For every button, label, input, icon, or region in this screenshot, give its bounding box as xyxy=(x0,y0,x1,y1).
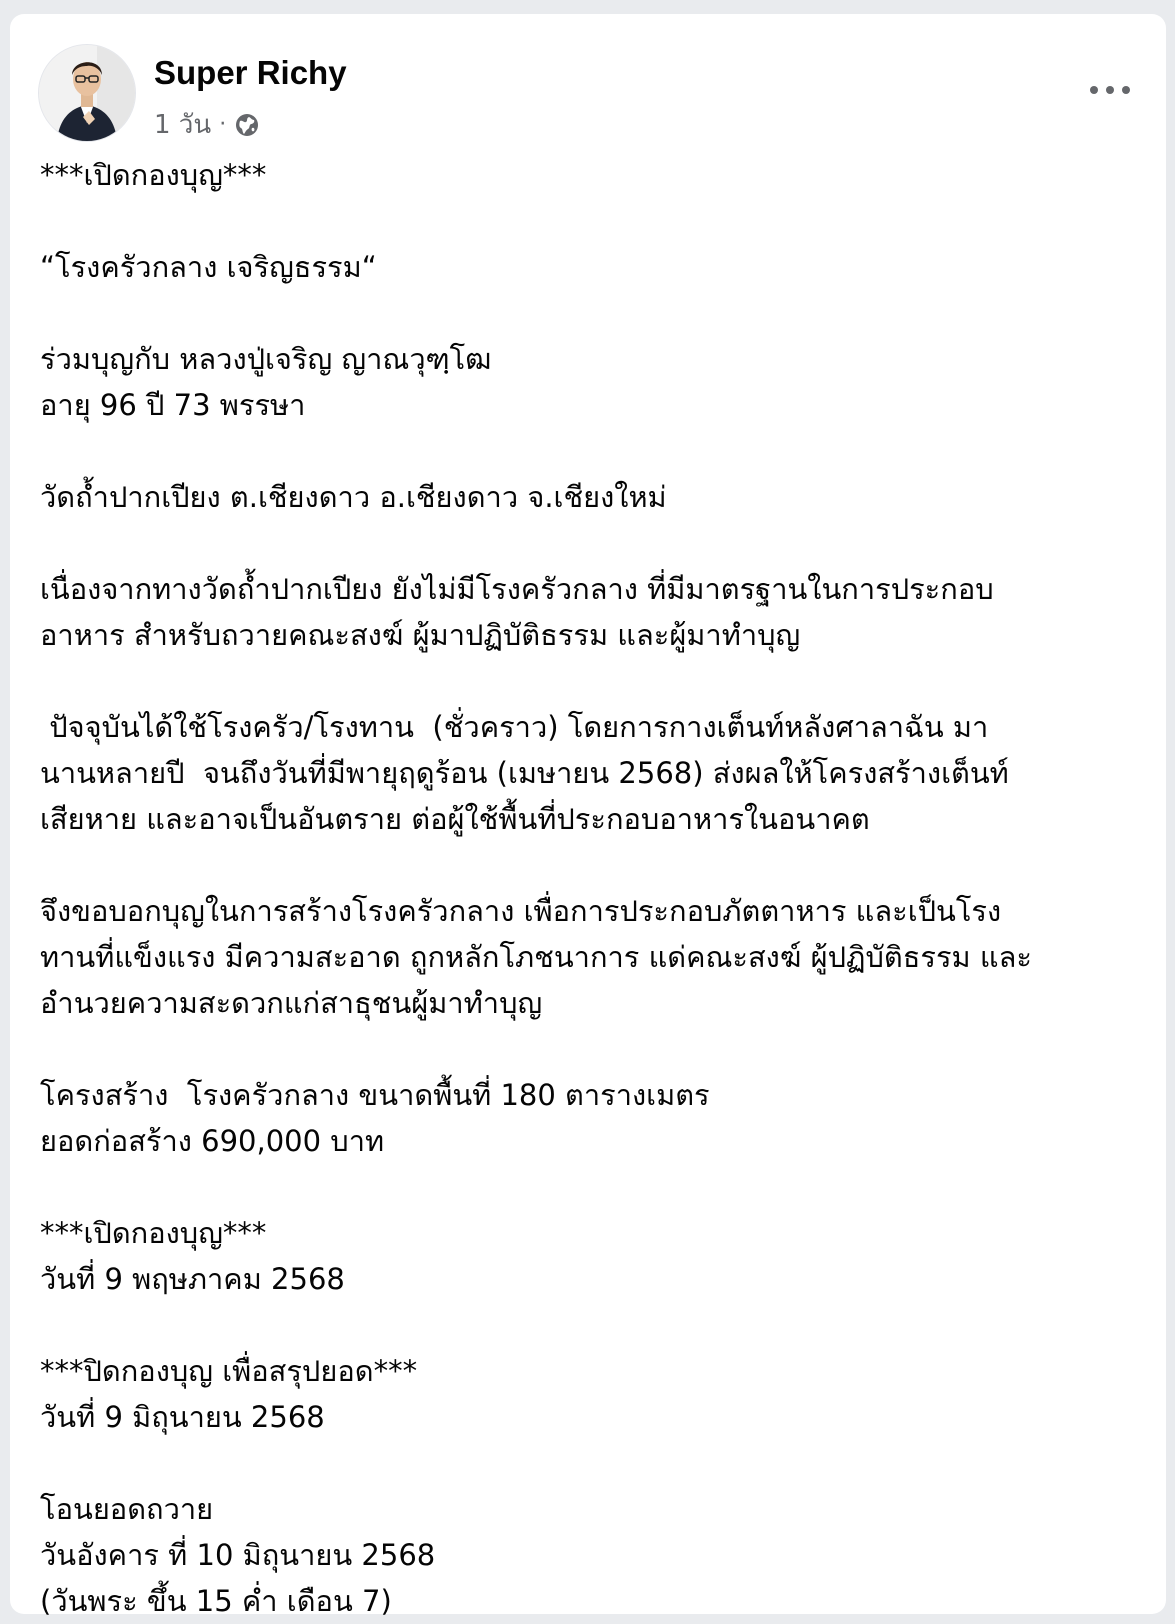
more-options-icon[interactable] xyxy=(1090,80,1130,100)
more-dot xyxy=(1106,86,1114,94)
post-paragraph xyxy=(40,244,1140,290)
post-text-line: อำนวยความสะดวกแก่สาธุชนผู้มาทำบุญ xyxy=(40,986,543,1020)
post-paragraph xyxy=(40,566,1140,658)
post-text-line: อายุ 96 ปี 73 พรรษา xyxy=(40,388,306,422)
post-text-line: วันที่ 9 พฤษภาคม 2568 xyxy=(40,1262,345,1296)
post-text-line: ทานที่แข็งแรง มีความสะอาด ถูกหลักโภชนาการ แด่คณะสงฆ์ ผู้ปฏิบัติธรรม และ xyxy=(40,940,1032,974)
post-paragraph xyxy=(40,1348,1140,1440)
post-card xyxy=(10,14,1166,1618)
post-header xyxy=(38,44,1166,144)
post-text-line: ยอดก่อสร้าง 690,000 บาท xyxy=(40,1124,385,1158)
post-text-line: ***ปิดกองบุญ เพื่อสรุปยอด*** xyxy=(40,1354,418,1388)
post-text-line: “โรงครัวกลาง เจริญธรรม“ xyxy=(40,250,377,284)
avatar[interactable] xyxy=(38,44,136,142)
post-meta xyxy=(154,104,260,145)
post-text-line: ร่วมบุญกับ หลวงปู่เจริญ ญาณวุฑฺโฒ xyxy=(40,342,492,376)
meta-separator: · xyxy=(219,112,227,137)
post-paragraph xyxy=(40,152,1140,198)
more-dot xyxy=(1122,86,1130,94)
post-text-line: โอนยอดถวาย xyxy=(40,1492,214,1526)
post-paragraph xyxy=(40,1072,1140,1164)
post-text-line: ***เปิดกองบุญ*** xyxy=(40,1216,267,1250)
post-text-line: ปัจจุบันได้ใช้โรงครัว/โรงทาน (ชั่วคราว) โดยการกางเต็นท์หลังศาลาฉัน มา xyxy=(40,710,989,744)
post-text-line: โครงสร้าง โรงครัวกลาง ขนาดพื้นที่ 180 ตารางเมตร xyxy=(40,1078,710,1112)
post-text-line: นานหลายปี จนถึงวันที่มีพายุฤดูร้อน (เมษายน 2568) ส่งผลให้โครงสร้างเต็นท์ xyxy=(40,756,1009,790)
globe-icon[interactable] xyxy=(234,112,260,138)
post-text-line: เนื่องจากทางวัดถ้ำปากเปียง ยังไม่มีโรงครัวกลาง ที่มีมาตรฐานในการประกอบ xyxy=(40,572,994,606)
post-timestamp[interactable]: 1 วัน xyxy=(154,110,212,140)
post-text-line: เสียหาย และอาจเป็นอันตราย ต่อผู้ใช้พื้นที่ประกอบอาหารในอนาคต xyxy=(40,802,870,836)
post-text-line: วันที่ 9 มิถุนายน 2568 xyxy=(40,1400,325,1434)
post-paragraph xyxy=(40,888,1140,1026)
post-body xyxy=(40,152,1140,1624)
post-paragraph xyxy=(40,704,1140,842)
post-paragraph xyxy=(40,474,1140,520)
avatar-image xyxy=(39,45,135,141)
post-text-line: (วันพระ ขึ้น 15 ค่ำ เดือน 7) xyxy=(40,1584,392,1618)
post-paragraph xyxy=(40,1486,1140,1624)
post-text-line: อาหาร สำหรับถวายคณะสงฆ์ ผู้มาปฏิบัติธรรม และผู้มาทำบุญ xyxy=(40,618,801,652)
post-text-line: จึงขอบอกบุญในการสร้างโรงครัวกลาง เพื่อการประกอบภัตตาหาร และเป็นโรง xyxy=(40,894,1002,928)
author-name[interactable]: Super Richy xyxy=(154,54,347,91)
post-text-line: ***เปิดกองบุญ*** xyxy=(40,158,267,192)
more-dot xyxy=(1090,86,1098,94)
post-text-line: วัดถ้ำปากเปียง ต.เชียงดาว อ.เชียงดาว จ.เชียงใหม่ xyxy=(40,480,667,514)
post-paragraph xyxy=(40,1210,1140,1302)
post-text-line: วันอังคาร ที่ 10 มิถุนายน 2568 xyxy=(40,1538,436,1572)
post-paragraph xyxy=(40,336,1140,428)
